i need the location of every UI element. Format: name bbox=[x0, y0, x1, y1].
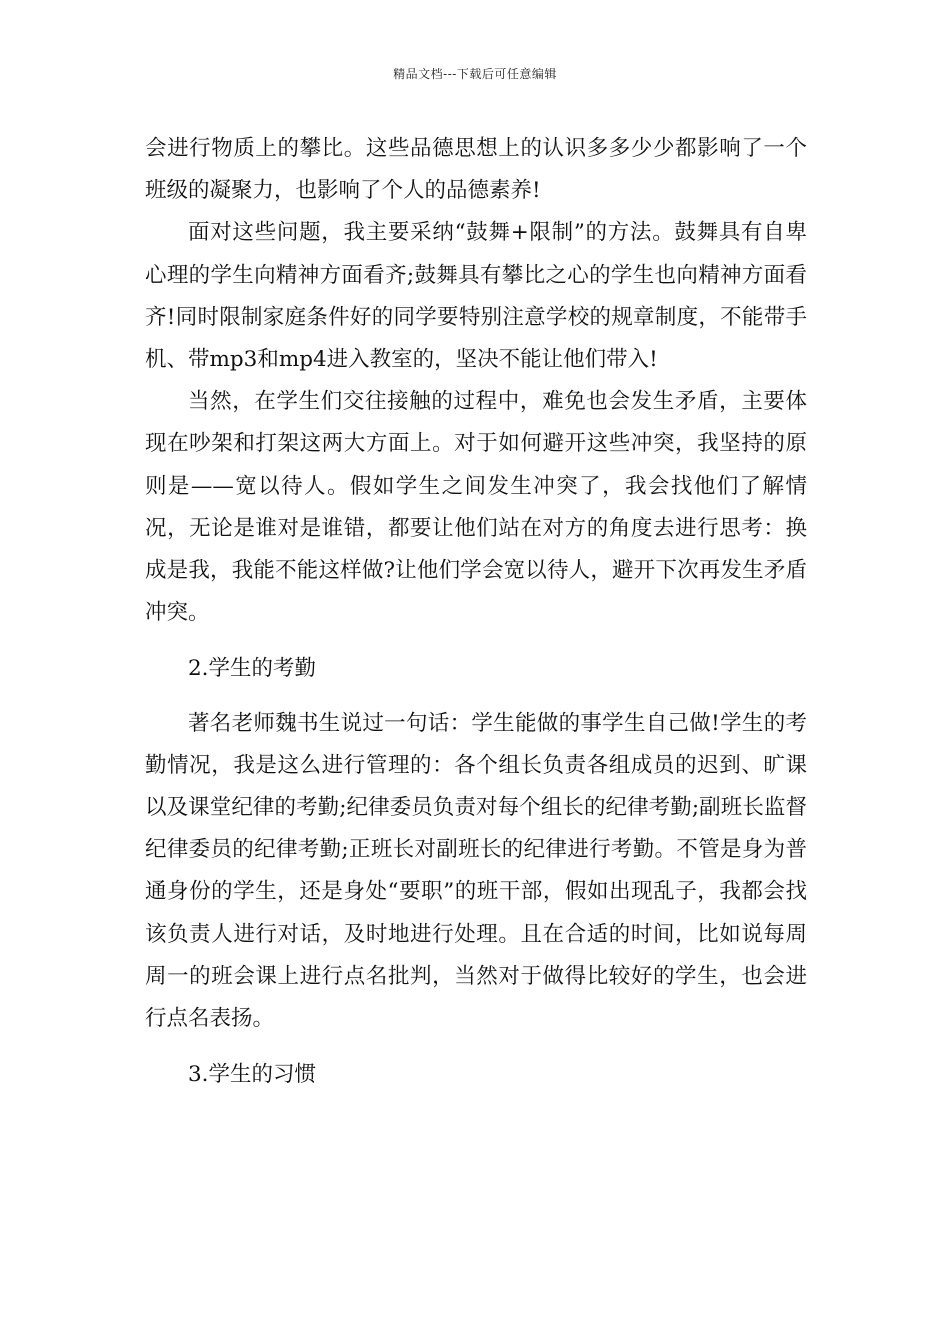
paragraph-methods: 面对这些问题，我主要采纳“鼓舞+限制”的方法。鼓舞具有自卑心理的学生向精神方面看齐;鼓舞具有攀比之心的学生也向精神方面看齐!同时限制家庭条件好的同学要特别注意学校的规章制度，不能带手机、带mp3和mp4进入教室的，坚决不能让他们带入! bbox=[145, 220, 807, 373]
section-heading-attendance: 2.学生的考勤 bbox=[188, 656, 317, 682]
paragraph-attendance: 著名老师魏书生说过一句话：学生能做的事学生自己做!学生的考勤情况，我是这么进行管理的：各个组长负责各组成员的迟到、旷课以及课堂纪律的考勤;纪律委员负责对每个组长的纪律考勤;副班长监督纪律委员的纪律考勤;正班长对副班长的纪律进行考勤。不管是身为普通身份的学生，还是身处“要职”的班干部，假如出现乱子，我都会找该负责人进行对话，及时地进行处理。且在合适的时间，比如说每周周一的班会课上进行点名批判，当然对于做得比较好的学生，也会进行点名表扬。 bbox=[145, 710, 807, 1032]
page-header: 精品文档---下载后可任意编辑 bbox=[393, 67, 557, 81]
document-body bbox=[145, 128, 807, 1096]
paragraph-continuation: 会进行物质上的攀比。这些品德思想上的认识多多少少都影响了一个班级的凝聚力，也影响了个人的品德素养! bbox=[145, 136, 807, 204]
section-heading-habits: 3.学生的习惯 bbox=[188, 1062, 317, 1088]
paragraph-conflicts: 当然，在学生们交往接触的过程中，难免也会发生矛盾，主要体现在吵架和打架这两大方面上。对于如何避开这些冲突，我坚持的原则是——宽以待人。假如学生之间发生冲突了，我会找他们了解情况，无论是谁对是谁错，都要让他们站在对方的角度去进行思考：换成是我，我能不能这样做?让他们学会宽以待人，避开下次再发生矛盾冲突。 bbox=[145, 389, 807, 626]
